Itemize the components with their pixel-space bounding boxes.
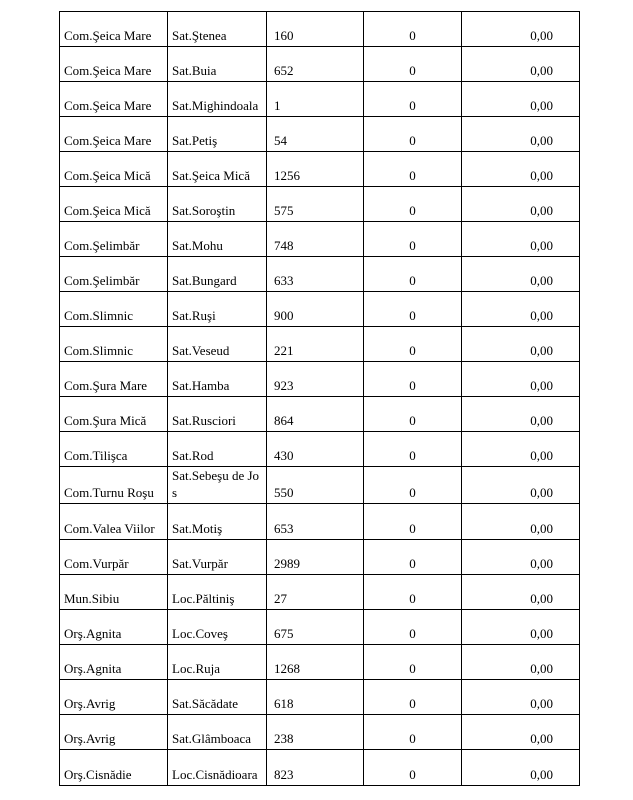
- commune-cell: Com.Turnu Roşu: [60, 467, 168, 504]
- population-cell: 652: [267, 47, 364, 82]
- commune-cell: Com.Slimnic: [60, 292, 168, 327]
- percent-cell: 0,00: [462, 397, 580, 432]
- locality-cell: Sat.Vurpăr: [168, 540, 267, 575]
- table-row: [60, 82, 580, 117]
- table-body: [60, 12, 580, 786]
- population-cell: 238: [267, 715, 364, 750]
- commune-cell: Orş.Avrig: [60, 715, 168, 750]
- percent-cell: 0,00: [462, 82, 580, 117]
- population-cell: 54: [267, 117, 364, 152]
- percent-cell: 0,00: [462, 117, 580, 152]
- percent-cell: 0,00: [462, 750, 580, 786]
- population-cell: 923: [267, 362, 364, 397]
- locality-cell: Sat.Săcădate: [168, 680, 267, 715]
- population-cell: 1: [267, 82, 364, 117]
- table-row: [60, 327, 580, 362]
- locality-cell: Sat.Ruşi: [168, 292, 267, 327]
- percent-cell: 0,00: [462, 715, 580, 750]
- percent-cell: 0,00: [462, 362, 580, 397]
- table-row: [60, 257, 580, 292]
- locality-cell: Sat.Şeica Mică: [168, 152, 267, 187]
- percent-cell: 0,00: [462, 47, 580, 82]
- count-cell: 0: [364, 432, 462, 467]
- commune-cell: Com.Tilişca: [60, 432, 168, 467]
- table-row: [60, 680, 580, 715]
- count-cell: 0: [364, 397, 462, 432]
- percent-cell: 0,00: [462, 432, 580, 467]
- population-cell: 633: [267, 257, 364, 292]
- population-cell: 575: [267, 187, 364, 222]
- commune-cell: Com.Valea Viilor: [60, 504, 168, 540]
- count-cell: 0: [364, 187, 462, 222]
- commune-cell: Com.Şeica Mare: [60, 117, 168, 152]
- table-row: [60, 645, 580, 680]
- locality-cell: Loc.Coveş: [168, 610, 267, 645]
- locality-cell: Sat.Sebeşu de Jos: [168, 467, 267, 504]
- count-cell: 0: [364, 327, 462, 362]
- commune-cell: Com.Şelimbăr: [60, 222, 168, 257]
- table-row: [60, 610, 580, 645]
- percent-cell: 0,00: [462, 467, 580, 504]
- percent-cell: 0,00: [462, 610, 580, 645]
- table-row: [60, 187, 580, 222]
- population-cell: 653: [267, 504, 364, 540]
- table-row: [60, 467, 580, 504]
- commune-cell: Com.Şura Mare: [60, 362, 168, 397]
- population-cell: 160: [267, 12, 364, 47]
- count-cell: 0: [364, 362, 462, 397]
- percent-cell: 0,00: [462, 540, 580, 575]
- count-cell: 0: [364, 152, 462, 187]
- count-cell: 0: [364, 504, 462, 540]
- commune-cell: Orş.Agnita: [60, 610, 168, 645]
- population-cell: 675: [267, 610, 364, 645]
- table-row: [60, 397, 580, 432]
- commune-cell: Com.Şeica Mare: [60, 82, 168, 117]
- percent-cell: 0,00: [462, 12, 580, 47]
- population-cell: 221: [267, 327, 364, 362]
- locality-cell: Loc.Ruja: [168, 645, 267, 680]
- data-table: [59, 11, 580, 786]
- locality-cell: Sat.Rod: [168, 432, 267, 467]
- population-cell: 823: [267, 750, 364, 786]
- commune-cell: Com.Şeica Mare: [60, 12, 168, 47]
- count-cell: 0: [364, 292, 462, 327]
- locality-cell: Sat.Hamba: [168, 362, 267, 397]
- table-row: [60, 292, 580, 327]
- locality-cell: Sat.Glâmboaca: [168, 715, 267, 750]
- table-row: [60, 47, 580, 82]
- commune-cell: Orş.Avrig: [60, 680, 168, 715]
- table-row: [60, 117, 580, 152]
- commune-cell: Com.Şura Mică: [60, 397, 168, 432]
- table-row: [60, 540, 580, 575]
- population-cell: 900: [267, 292, 364, 327]
- count-cell: 0: [364, 680, 462, 715]
- count-cell: 0: [364, 467, 462, 504]
- locality-cell: Sat.Petiş: [168, 117, 267, 152]
- commune-cell: Com.Şeica Mică: [60, 187, 168, 222]
- commune-cell: Orş.Agnita: [60, 645, 168, 680]
- table-row: [60, 222, 580, 257]
- percent-cell: 0,00: [462, 575, 580, 610]
- count-cell: 0: [364, 715, 462, 750]
- percent-cell: 0,00: [462, 292, 580, 327]
- table-row: [60, 575, 580, 610]
- count-cell: 0: [364, 117, 462, 152]
- count-cell: 0: [364, 610, 462, 645]
- table-row: [60, 432, 580, 467]
- commune-cell: Orş.Cisnădie: [60, 750, 168, 786]
- commune-cell: Com.Vurpăr: [60, 540, 168, 575]
- count-cell: 0: [364, 82, 462, 117]
- population-cell: 1256: [267, 152, 364, 187]
- table-row: [60, 362, 580, 397]
- commune-cell: Mun.Sibiu: [60, 575, 168, 610]
- locality-cell: Loc.Cisnădioara: [168, 750, 267, 786]
- commune-cell: Com.Şeica Mare: [60, 47, 168, 82]
- percent-cell: 0,00: [462, 645, 580, 680]
- locality-cell: Sat.Ştenea: [168, 12, 267, 47]
- count-cell: 0: [364, 645, 462, 680]
- percent-cell: 0,00: [462, 257, 580, 292]
- population-cell: 2989: [267, 540, 364, 575]
- percent-cell: 0,00: [462, 680, 580, 715]
- table-row: [60, 715, 580, 750]
- percent-cell: 0,00: [462, 187, 580, 222]
- count-cell: 0: [364, 540, 462, 575]
- population-cell: 27: [267, 575, 364, 610]
- percent-cell: 0,00: [462, 152, 580, 187]
- locality-cell: Sat.Mighindoala: [168, 82, 267, 117]
- locality-cell: Sat.Soroştin: [168, 187, 267, 222]
- count-cell: 0: [364, 12, 462, 47]
- percent-cell: 0,00: [462, 504, 580, 540]
- locality-cell: Sat.Rusciori: [168, 397, 267, 432]
- count-cell: 0: [364, 47, 462, 82]
- percent-cell: 0,00: [462, 222, 580, 257]
- population-cell: 430: [267, 432, 364, 467]
- population-cell: 1268: [267, 645, 364, 680]
- percent-cell: 0,00: [462, 327, 580, 362]
- locality-cell: Loc.Păltiniş: [168, 575, 267, 610]
- table-row: [60, 504, 580, 540]
- table-row: [60, 750, 580, 786]
- population-cell: 550: [267, 467, 364, 504]
- count-cell: 0: [364, 750, 462, 786]
- commune-cell: Com.Slimnic: [60, 327, 168, 362]
- locality-cell: Sat.Veseud: [168, 327, 267, 362]
- locality-cell: Sat.Mohu: [168, 222, 267, 257]
- commune-cell: Com.Şelimbăr: [60, 257, 168, 292]
- locality-cell: Sat.Buia: [168, 47, 267, 82]
- table-row: [60, 12, 580, 47]
- commune-cell: Com.Şeica Mică: [60, 152, 168, 187]
- population-cell: 864: [267, 397, 364, 432]
- table-row: [60, 152, 580, 187]
- count-cell: 0: [364, 222, 462, 257]
- population-cell: 618: [267, 680, 364, 715]
- count-cell: 0: [364, 257, 462, 292]
- population-cell: 748: [267, 222, 364, 257]
- count-cell: 0: [364, 575, 462, 610]
- locality-cell: Sat.Bungard: [168, 257, 267, 292]
- locality-cell: Sat.Motiş: [168, 504, 267, 540]
